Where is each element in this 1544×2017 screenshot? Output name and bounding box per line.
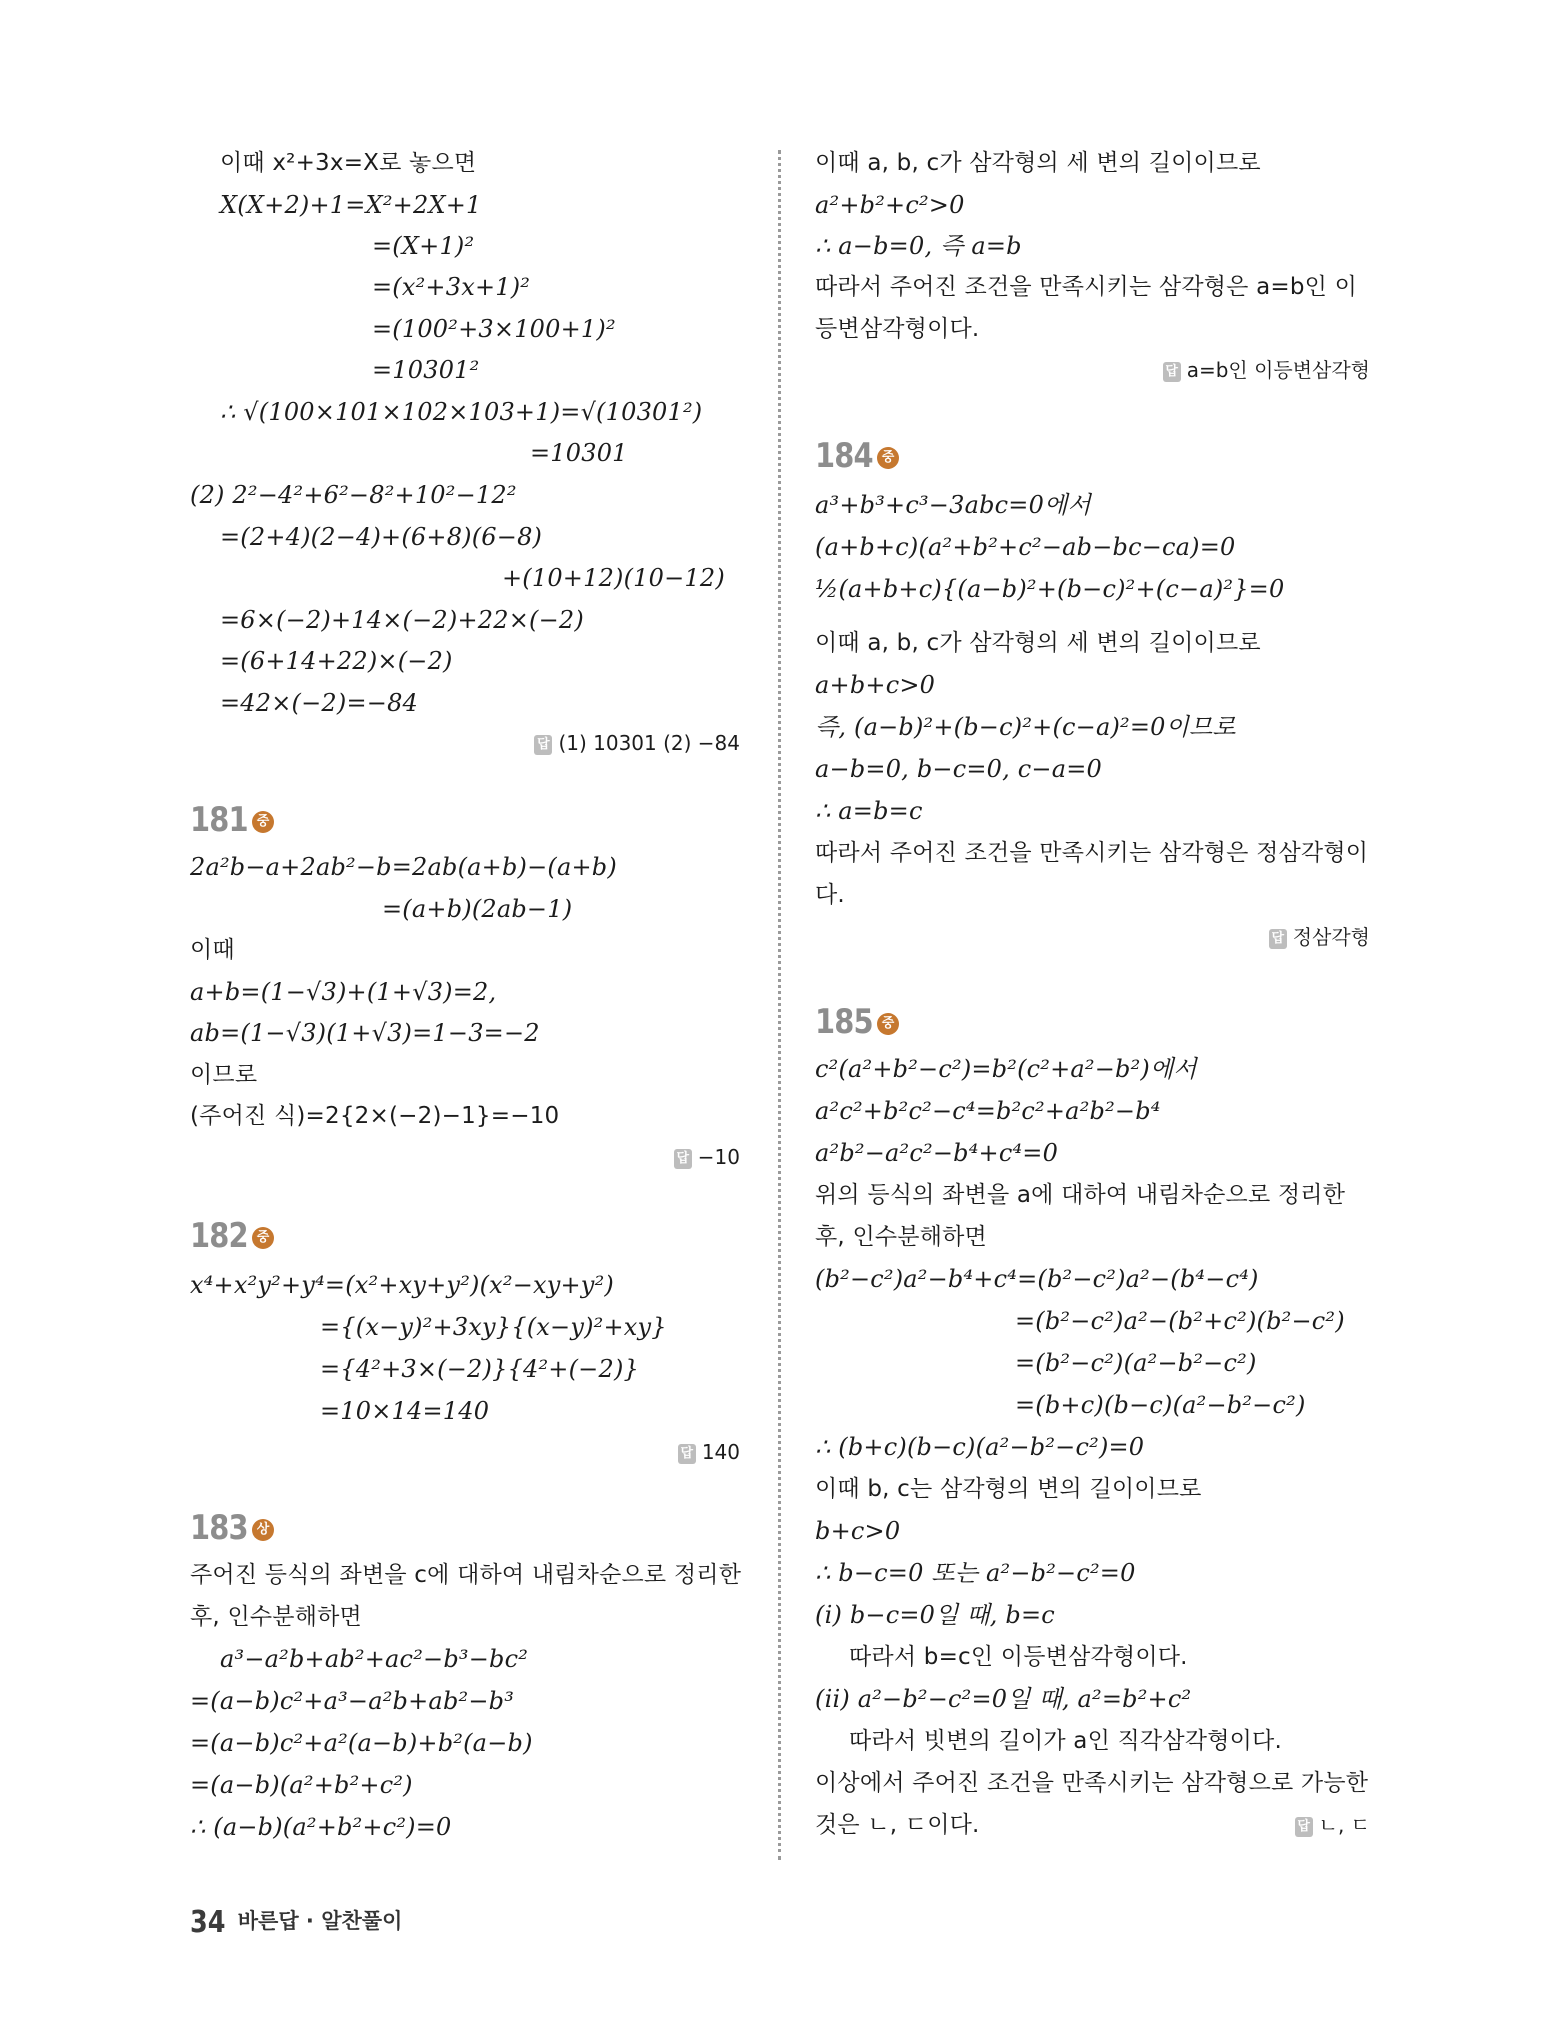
solution-line: =(b²−c²)(a²−b²−c²) <box>1015 1349 1257 1377</box>
solution-line: 위의 등식의 좌변을 a에 대하여 내림차순으로 정리한 <box>815 1182 1346 1208</box>
solution-line: 따라서 b=c인 이등변삼각형이다. <box>849 1644 1188 1670</box>
problem-number: 185 <box>815 1002 873 1042</box>
solution-line: =(a−b)(a²+b²+c²) <box>190 1771 413 1799</box>
problem-number: 183 <box>190 1508 248 1548</box>
solution-line: c²(a²+b²−c²)=b²(c²+a²−b²)에서 <box>815 1055 1197 1083</box>
solution-line: 이때 a, b, c가 삼각형의 세 변의 길이이므로 <box>815 630 1261 656</box>
solution-line: =(b²−c²)a²−(b²+c²)(b²−c²) <box>1015 1307 1345 1335</box>
answer-text: a=b인 이등변삼각형 <box>1186 358 1370 382</box>
solution-line: (주어진 식)=2{2×(−2)−1}=−10 <box>190 1103 560 1129</box>
solution-line: ab=(1−√3)(1+√3)=1−3=−2 <box>190 1019 540 1047</box>
solution-line: 후, 인수분해하면 <box>815 1224 987 1250</box>
solution-line: =(100²+3×100+1)² <box>372 315 616 343</box>
solution-line: 따라서 주어진 조건을 만족시키는 삼각형은 a=b인 이 <box>815 274 1357 300</box>
problem-number: 184 <box>815 436 873 476</box>
solution-line: (2) 2²−4²+6²−8²+10²−12² <box>190 481 517 509</box>
solution-line: 따라서 주어진 조건을 만족시키는 삼각형은 정삼각형이 <box>815 840 1369 866</box>
page-footer <box>190 1905 402 1940</box>
solution-line: a³−a²b+ab²+ac²−b³−bc² <box>220 1645 529 1673</box>
solution-line: (ii) a²−b²−c²=0일 때, a²=b²+c² <box>815 1685 1192 1713</box>
solution-line: =(X+1)² <box>372 232 475 260</box>
answer-badge-icon: 답 <box>678 1444 696 1464</box>
solution-line: ∴ (a−b)(a²+b²+c²)=0 <box>190 1813 452 1841</box>
answer-badge-icon: 답 <box>674 1149 692 1169</box>
solution-line: =(a+b)(2ab−1) <box>382 895 573 923</box>
solution-line: ={(x−y)²+3xy}{(x−y)²+xy} <box>320 1313 667 1341</box>
answer-badge-icon: 답 <box>1295 1817 1313 1837</box>
book-section-title: 바른답 · 알찬풀이 <box>237 1909 403 1933</box>
answer-text: ㄴ, ㄷ <box>1318 1813 1370 1837</box>
solution-line: 이때 x²+3x=X로 놓으면 <box>220 150 477 176</box>
solution-line: =(b+c)(b−c)(a²−b²−c²) <box>1015 1391 1306 1419</box>
solution-line: a²+b²+c²>0 <box>815 191 965 219</box>
solution-line: ∴ (b+c)(b−c)(a²−b²−c²)=0 <box>815 1433 1145 1461</box>
answer-badge-icon: 답 <box>1269 929 1287 949</box>
solution-line: 등변삼각형이다. <box>815 316 980 342</box>
answer-text: (1) 10301 (2) −84 <box>558 731 740 755</box>
solution-line: ∴ a−b=0, 즉 a=b <box>815 232 1022 260</box>
solution-line: 이상에서 주어진 조건을 만족시키는 삼각형으로 가능한 <box>815 1770 1369 1796</box>
solution-line: b+c>0 <box>815 1517 901 1545</box>
solution-line: a³+b³+c³−3abc=0에서 <box>815 491 1091 519</box>
solution-line: 주어진 등식의 좌변을 c에 대하여 내림차순으로 정리한 <box>190 1562 742 1588</box>
solution-line: 이때 <box>190 937 235 963</box>
answer-183 <box>1163 357 1370 383</box>
solution-line: =(x²+3x+1)² <box>372 273 531 301</box>
solution-line: =10×14=140 <box>320 1397 490 1425</box>
problem-number: 182 <box>190 1216 248 1256</box>
difficulty-badge-icon: 상 <box>252 1519 274 1541</box>
solution-line: a+b=(1−√3)+(1+√3)=2, <box>190 978 497 1006</box>
difficulty-badge-icon: 중 <box>877 1013 899 1035</box>
problem-heading-184 <box>815 436 899 476</box>
problem-heading-181 <box>190 800 274 840</box>
solution-line: X(X+2)+1=X²+2X+1 <box>220 191 482 219</box>
column-divider <box>778 150 781 1860</box>
solution-line: 따라서 빗변의 길이가 a인 직각삼각형이다. <box>849 1728 1282 1754</box>
answer-184 <box>1269 924 1370 950</box>
solution-line: a²c²+b²c²−c⁴=b²c²+a²b²−b⁴ <box>815 1097 1161 1125</box>
problem-heading-185 <box>815 1002 899 1042</box>
solution-line: 것은 ㄴ, ㄷ이다. <box>815 1812 980 1838</box>
solution-line: (b²−c²)a²−b⁴+c⁴=(b²−c²)a²−(b⁴−c⁴) <box>815 1265 1259 1293</box>
solution-line: =42×(−2)=−84 <box>220 689 419 717</box>
solution-line: 이때 b, c는 삼각형의 변의 길이이므로 <box>815 1476 1202 1502</box>
solution-line: 다. <box>815 882 845 908</box>
answer-182 <box>678 1439 740 1465</box>
solution-line: ∴ √(100×101×102×103+1)=√(10301²) <box>220 398 703 426</box>
problem-heading-183 <box>190 1508 274 1548</box>
answer-181 <box>674 1144 740 1170</box>
solution-line: =(a−b)c²+a²(a−b)+b²(a−b) <box>190 1729 533 1757</box>
page-number: 34 <box>190 1905 226 1940</box>
solution-line: ∴ a=b=c <box>815 797 923 825</box>
answer-badge-icon: 답 <box>534 735 552 755</box>
solution-line: a−b=0, b−c=0, c−a=0 <box>815 755 1103 783</box>
answer-180 <box>534 730 740 756</box>
solution-line: ={4²+3×(−2)}{4²+(−2)} <box>320 1355 639 1383</box>
solution-line: =6×(−2)+14×(−2)+22×(−2) <box>220 606 584 634</box>
solution-line: =10301² <box>372 356 480 384</box>
solution-line: =10301 <box>530 439 628 467</box>
solution-line: ∴ b−c=0 또는 a²−b²−c²=0 <box>815 1559 1136 1587</box>
solution-line: +(10+12)(10−12) <box>502 564 725 592</box>
solution-line: 이므로 <box>190 1062 258 1088</box>
solution-line: x⁴+x²y²+y⁴=(x²+xy+y²)(x²−xy+y²) <box>190 1271 614 1299</box>
solution-line: a+b+c>0 <box>815 671 936 699</box>
difficulty-badge-icon: 중 <box>877 447 899 469</box>
difficulty-badge-icon: 중 <box>252 811 274 833</box>
solution-line: =(6+14+22)×(−2) <box>220 647 453 675</box>
solution-line: (a+b+c)(a²+b²+c²−ab−bc−ca)=0 <box>815 533 1236 561</box>
solution-line: 2a²b−a+2ab²−b=2ab(a+b)−(a+b) <box>190 853 617 881</box>
difficulty-badge-icon: 중 <box>252 1227 274 1249</box>
answer-text: 140 <box>701 1440 740 1464</box>
answer-185 <box>1295 1812 1370 1838</box>
problem-number: 181 <box>190 800 248 840</box>
solution-line: 후, 인수분해하면 <box>190 1604 362 1630</box>
solution-line: =(2+4)(2−4)+(6+8)(6−8) <box>220 523 543 551</box>
answer-text: 정삼각형 <box>1292 925 1370 949</box>
solution-line: =(a−b)c²+a³−a²b+ab²−b³ <box>190 1687 515 1715</box>
answer-text: −10 <box>697 1145 740 1169</box>
solution-line: (i) b−c=0일 때, b=c <box>815 1601 1055 1629</box>
solution-line: 즉, (a−b)²+(b−c)²+(c−a)²=0이므로 <box>815 713 1236 741</box>
solution-line: a²b²−a²c²−b⁴+c⁴=0 <box>815 1139 1059 1167</box>
answer-badge-icon: 답 <box>1163 362 1181 382</box>
solution-line: 이때 a, b, c가 삼각형의 세 변의 길이이므로 <box>815 150 1261 176</box>
problem-heading-182 <box>190 1216 274 1256</box>
solution-line: ½(a+b+c){(a−b)²+(b−c)²+(c−a)²}=0 <box>815 575 1285 603</box>
